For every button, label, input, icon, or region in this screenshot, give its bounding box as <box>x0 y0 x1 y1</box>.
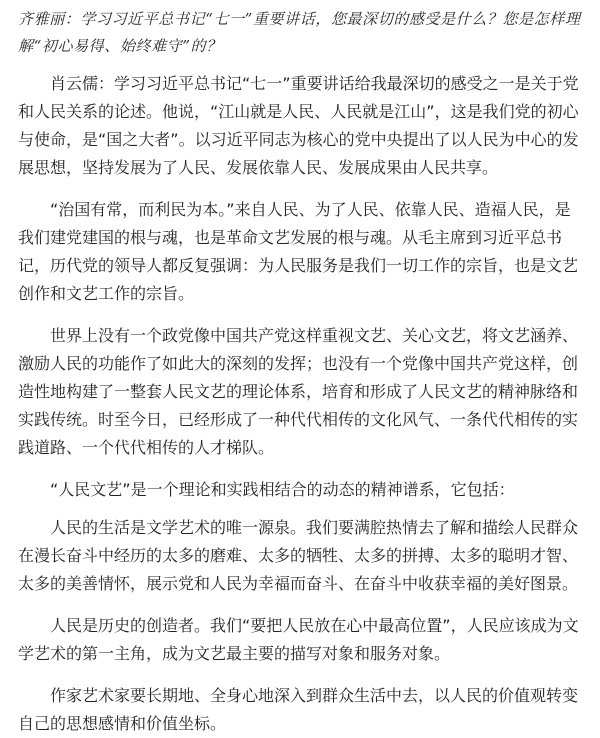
interview-question: 齐雅丽：学习习近平总书记“七一”重要讲话，您最深切的感受是什么？您是怎样理解“初心易得、始终难守”的？ <box>18 10 581 55</box>
answer-paragraph-4: “人民文艺”是一个理论和实践相结合的动态的精神谱系，它包括： <box>50 480 515 499</box>
answer-paragraph-6: 人民是历史的创造者。我们“要把人民放在心中最高位置”，人民应该成为文学艺术的第一主角，成为文艺最主要的描写对象和服务对象。 <box>18 616 579 663</box>
answer-paragraph-1: 肖云儒：学习习近平总书记“七一”重要讲话给我最深切的感受之一是关于党和人民关系的论述。他说，“江山就是人民、人民就是江山”，这是我们党的初心与使命，是“国之大者”。以习近平同志为核心的党中央提出了以人民为中心的发展思想，坚持发展为了人民、发展依靠人民、发展成果由人民共享。 <box>18 74 579 177</box>
answer-paragraph-2: “治国有常，而利民为本。”来自人民、为了人民、依靠人民、造福人民，是我们建党建国的根与魂，也是革命文艺发展的根与魂。从毛主席到习近平总书记，历代党的领导人都反复强调：为人民服务是我们一切工作的宗旨，也是文艺创作和文艺工作的宗旨。 <box>18 200 579 303</box>
answer-paragraph-7: 作家艺术家要长期地、全身心地深入到群众生活中去，以人民的价值观转变自己的思想感情和价值坐标。 <box>18 686 579 733</box>
answer-paragraph-5: 人民的生活是文学艺术的唯一源泉。我们要满腔热情去了解和描绘人民群众在漫长奋斗中经历的太多的磨难、太多的牺牲、太多的拼搏、太多的聪明才智、太多的美善情怀，展示党和人民为幸福而奋斗、在奋斗中收获幸福的美好图景。 <box>18 518 579 593</box>
answer-paragraph-3: 世界上没有一个政党像中国共产党这样重视文艺、关心文艺，将文艺涵养、激励人民的功能作了如此大的深刻的发挥；也没有一个党像中国共产党这样，创造性地构建了一整套人民文艺的理论体系，培育和形成了人民文艺的精神脉络和实践传统。时至今日，已经形成了一种代代相传的文化风气、一条代代相传的实践道路、一个代代相传的人才梯队。 <box>18 326 579 457</box>
